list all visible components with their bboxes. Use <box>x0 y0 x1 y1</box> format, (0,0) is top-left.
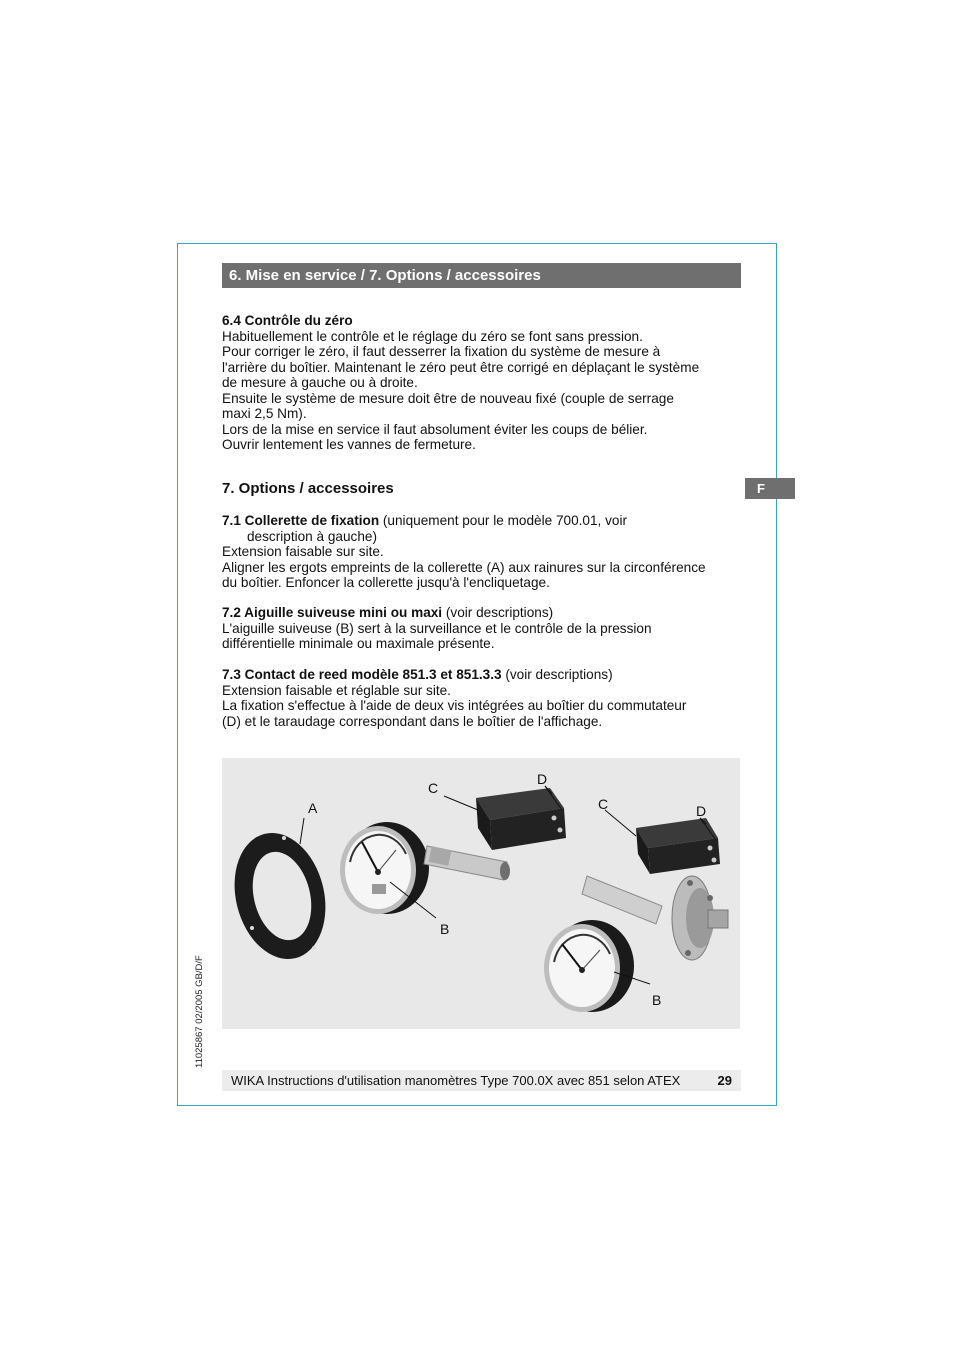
section-7-1 <box>222 513 742 591</box>
label-b-left: B <box>440 921 450 937</box>
page-number: 29 <box>717 1073 732 1088</box>
label-d-top: D <box>537 771 548 787</box>
paragraph-line: Habituellement le contrôle et le réglage du zéro se font sans pression. <box>222 328 643 344</box>
paragraph-line: du boîtier. Enfoncer la collerette jusqu'à l'encliquetage. <box>222 575 550 590</box>
language-tab: F <box>745 478 795 499</box>
section-7-3-suffix: (voir descriptions) <box>501 667 613 682</box>
footer-text: WIKA Instructions d'utilisation manomètres Type 700.0X avec 851 selon ATEX <box>231 1073 681 1088</box>
flange-ring <box>222 823 338 968</box>
section-7-heading: 7. Options / accessoires <box>222 480 394 497</box>
paragraph-line: Aligner les ergots empreints de la collerette (A) aux rainures sur la circonférence <box>222 559 706 575</box>
accessories-illustration <box>222 758 740 1029</box>
reed-contact-right <box>636 818 720 874</box>
paragraph-line: maxi 2,5 Nm). <box>222 406 307 421</box>
section-7-2-suffix: (voir descriptions) <box>442 605 554 620</box>
label-b-right: B <box>652 992 662 1008</box>
section-7-1-suffix: (uniquement pour le modèle 700.01, voir <box>379 513 627 528</box>
section-7-3-heading: 7.3 Contact de reed modèle 851.3 et 851.3.3 <box>222 667 502 682</box>
paragraph-line: différentielle minimale ou maximale présente. <box>222 636 495 651</box>
gauge-right <box>544 920 634 1012</box>
label-c-top: C <box>428 780 439 796</box>
section-7-2-heading: 7.2 Aiguille suiveuse mini ou maxi <box>222 605 443 620</box>
gauge-left <box>340 822 429 914</box>
paragraph-line: Pour corriger le zéro, il faut desserrer la fixation du système de mesure à <box>222 344 661 359</box>
document-reference: 11025867 02/2005 GB/D/F <box>194 955 205 1068</box>
section-6-4-heading: 6.4 Contrôle du zéro <box>222 313 353 328</box>
footer-bar <box>222 1070 741 1091</box>
label-a: A <box>308 800 318 816</box>
label-c-right: C <box>598 796 609 812</box>
paragraph-line: Ensuite le système de mesure doit être de nouveau fixé (couple de serrage <box>222 390 674 406</box>
section-6-4 <box>222 313 742 453</box>
connector-tube <box>424 846 510 880</box>
paragraph-line: l'arrière du boîtier. Maintenant le zéro peut être corrigé en déplaçant le système <box>222 359 700 375</box>
paragraph-line: Ouvrir lentement les vannes de fermeture. <box>222 437 476 452</box>
paragraph-line: Extension faisable sur site. <box>222 544 384 559</box>
paragraph-line: Lors de la mise en service il faut absolument éviter les coups de bélier. <box>222 421 648 437</box>
paragraph-line: (D) et le taraudage correspondant dans le boîtier de l'affichage. <box>222 713 603 729</box>
label-d-right: D <box>696 803 707 819</box>
accessories-figure <box>222 758 740 1029</box>
section-7-2 <box>222 605 742 652</box>
paragraph-line: description à gauche) <box>247 528 377 544</box>
section-7-1-heading: 7.1 Collerette de fixation <box>222 513 380 528</box>
paragraph-line: L'aiguille suiveuse (B) sert à la surveillance et le contrôle de la pression <box>222 620 652 636</box>
section-header: 6. Mise en service / 7. Options / accessoires <box>222 263 741 288</box>
paragraph-line: de mesure à gauche ou à droite. <box>222 375 418 390</box>
section-7-3 <box>222 667 742 729</box>
paragraph-line: Extension faisable et réglable sur site. <box>222 682 451 698</box>
paragraph-line: La fixation s'effectue à l'aide de deux vis intégrées au boîtier du commutateur <box>222 698 687 713</box>
